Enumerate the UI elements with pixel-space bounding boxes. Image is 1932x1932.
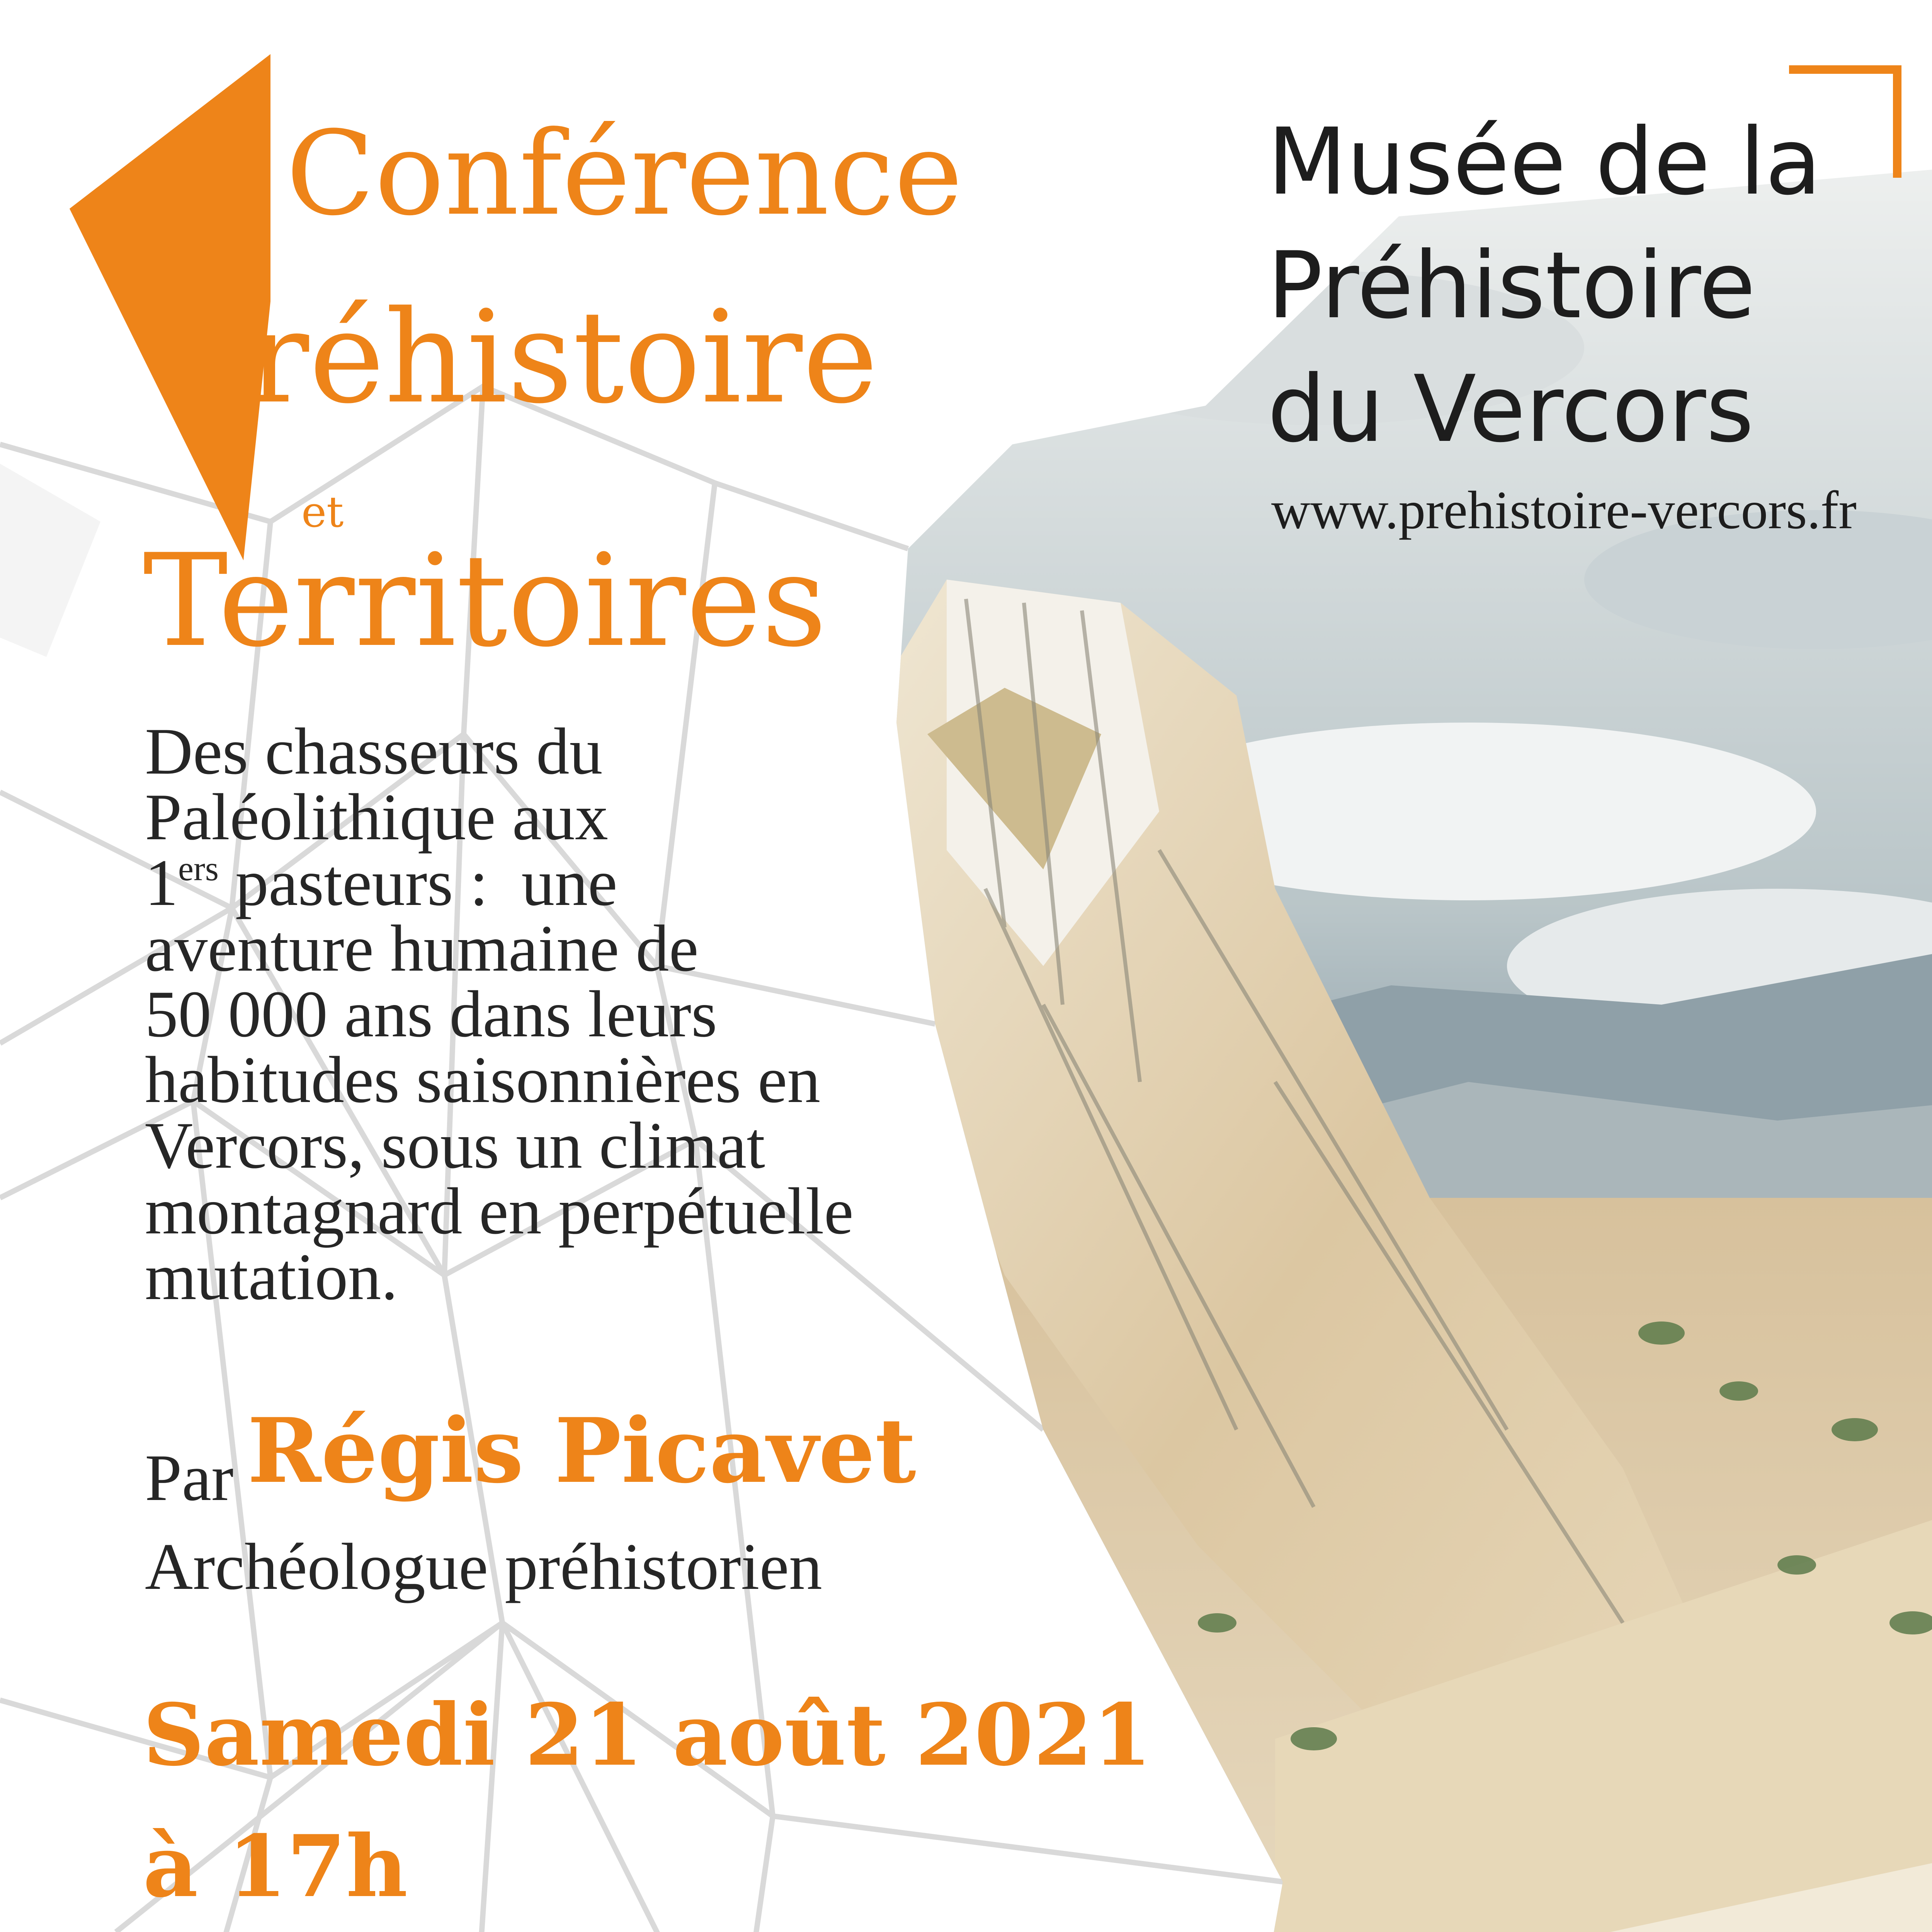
ordinal-suffix: ers [178,850,219,888]
description-line: mutation. [145,1240,398,1314]
speaker-prefix: Par [145,1441,234,1515]
description-line: aventure humaine de [145,912,699,985]
description-line: Vercors, sous un climat [145,1109,765,1182]
description-line: Paléolithique aux [145,781,608,854]
ordinal-number: 1 [145,846,178,920]
title-territoires: Territoires [143,527,827,675]
museum-website: www.prehistoire-vercors.fr [1271,480,1857,540]
description-line: montagnard en perpétuelle [145,1175,854,1248]
speaker-role: Archéologue préhistorien [145,1530,822,1604]
title-connector: et [301,487,344,537]
event-time: à 17h [143,1816,408,1916]
museum-name-line3: du Vercors [1267,356,1754,463]
title-prehistoire: Préhistoire [162,283,878,432]
event-date: Samedi 21 août 2021 [143,1685,1152,1785]
museum-name-line1: Musée de la [1267,109,1821,216]
description-line-rest: pasteurs : une [218,846,617,920]
title-conference: Conférence [286,106,963,241]
museum-name-line2: Préhistoire [1267,232,1756,339]
description-line [145,846,854,920]
speaker-name: Régis Picavet [247,1399,916,1503]
description-line: 50 000 ans dans leurs [145,978,717,1051]
description-line: Des chasseurs du [145,715,603,788]
description [145,715,854,1314]
description-line: habitudes saisonnières en [145,1043,821,1117]
